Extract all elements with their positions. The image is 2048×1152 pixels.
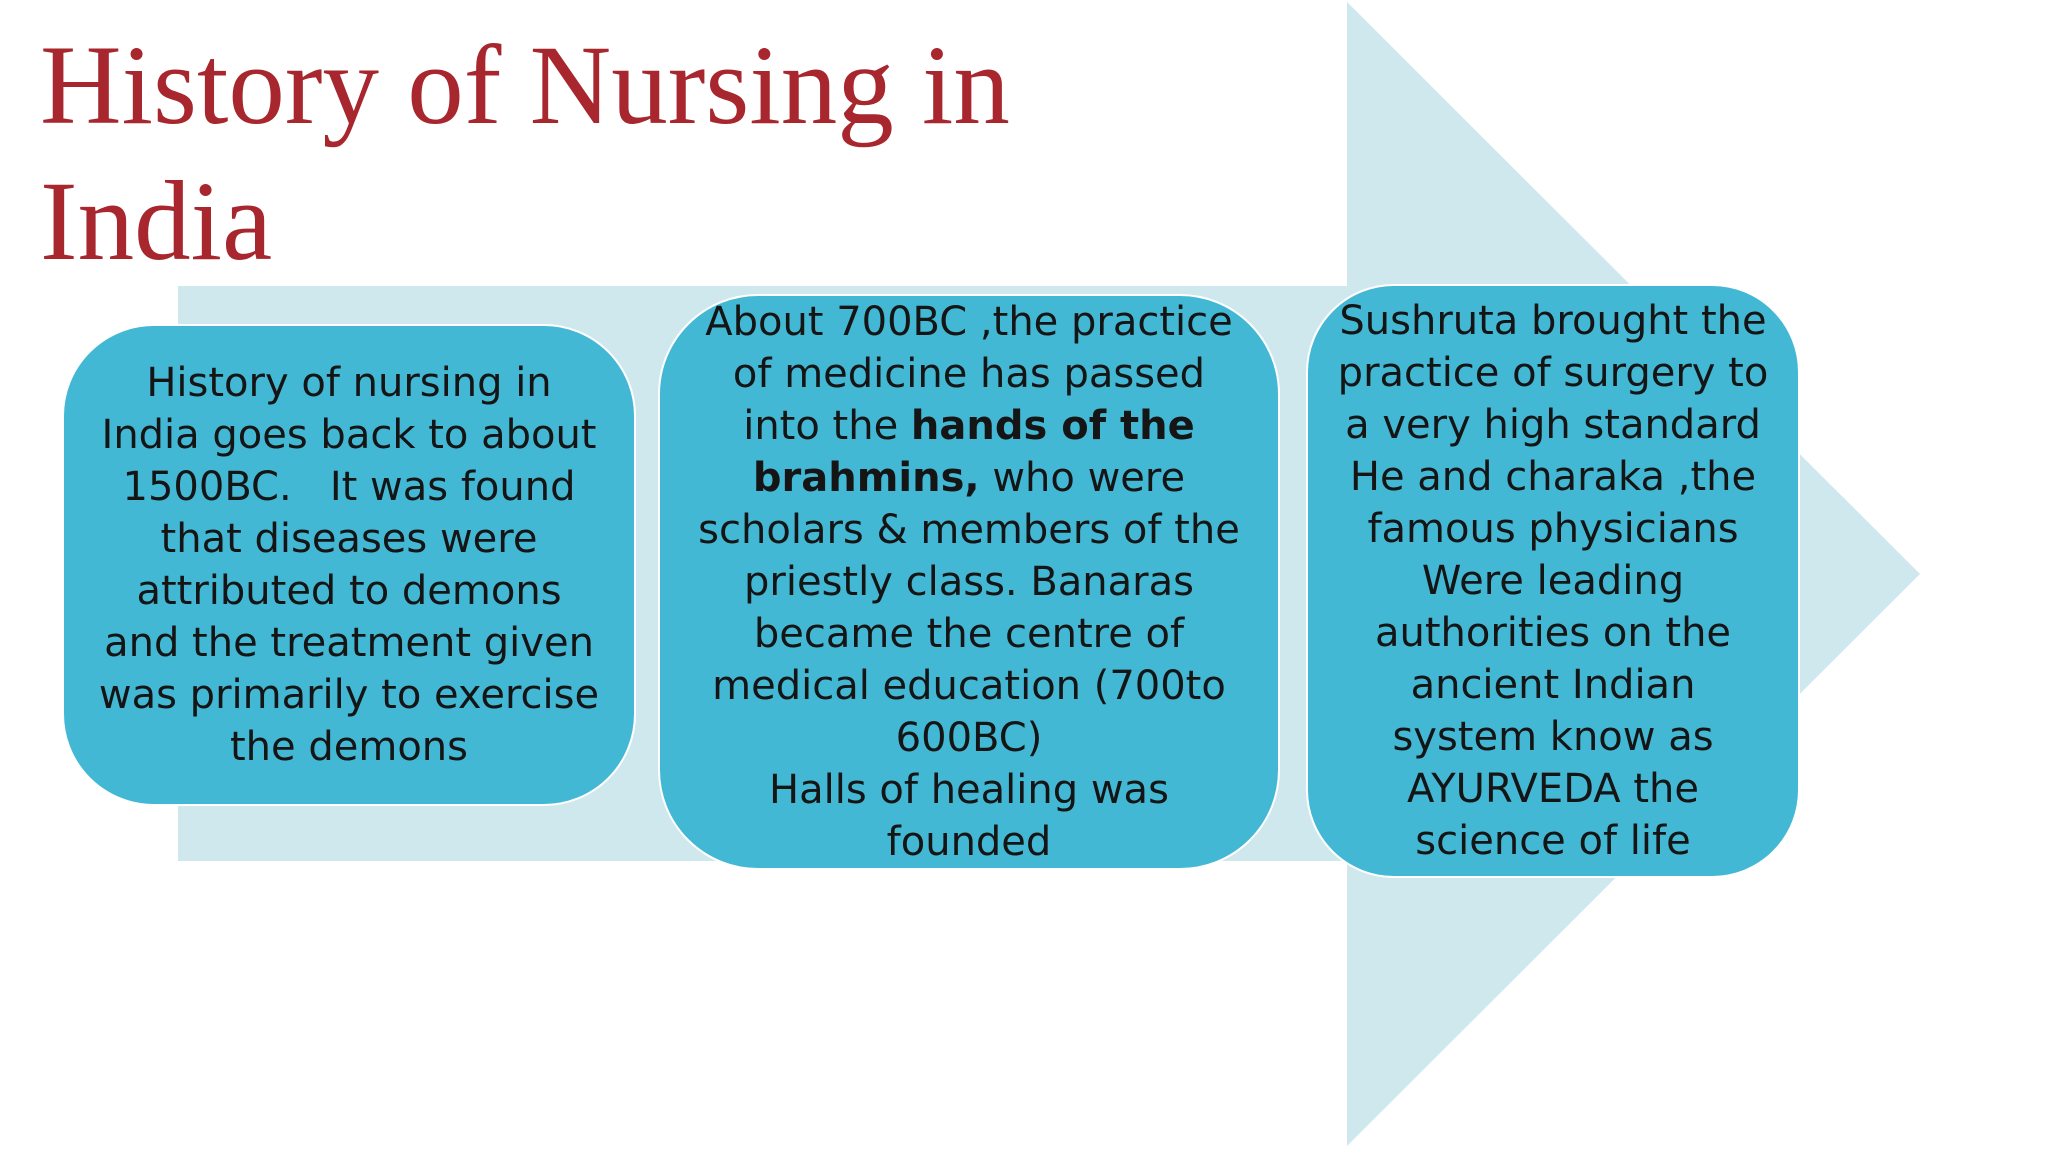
step-3-line: AYURVEDA the bbox=[1406, 766, 1700, 812]
step-box-sushruta bbox=[1306, 284, 1800, 878]
step-3-line: He and charaka ,the bbox=[1349, 454, 1757, 500]
title-line-1: History of Nursing in bbox=[40, 23, 1010, 148]
step-3-text bbox=[1338, 295, 1769, 867]
step-2-text-run: who were bbox=[979, 455, 1186, 501]
step-1-line: History of nursing in bbox=[146, 360, 552, 406]
step-2-text-run: into the bbox=[743, 403, 911, 449]
step-3-line: famous physicians bbox=[1367, 506, 1739, 552]
step-3-line: Sushruta brought the bbox=[1339, 298, 1767, 344]
step-2-line: priestly class. Banaras bbox=[744, 559, 1194, 605]
step-1-line: that diseases were bbox=[160, 516, 538, 562]
step-box-1500bc bbox=[62, 324, 636, 806]
step-2-line: became the centre of bbox=[753, 611, 1185, 657]
step-2-line bbox=[698, 452, 1240, 504]
step-2-line: About 700BC ,the practice bbox=[705, 299, 1233, 345]
step-2-line: of medicine has passed bbox=[732, 351, 1206, 397]
slide-title bbox=[40, 18, 1140, 290]
step-2-text bbox=[698, 296, 1240, 868]
step-2-line: 600BC) bbox=[895, 715, 1043, 761]
step-1-text bbox=[99, 357, 599, 773]
step-1-line: and the treatment given bbox=[104, 620, 594, 666]
step-1-line: 1500BC. It was found bbox=[122, 464, 576, 510]
step-2-line: medical education (700to bbox=[712, 663, 1226, 709]
step-3-line: Were leading bbox=[1421, 558, 1685, 604]
step-3-line: practice of surgery to bbox=[1337, 350, 1769, 396]
step-3-line: system know as bbox=[1392, 714, 1714, 760]
step-1-line: was primarily to exercise bbox=[98, 672, 600, 718]
step-3-line: ancient Indian bbox=[1410, 662, 1696, 708]
step-3-line: authorities on the bbox=[1374, 610, 1732, 656]
step-1-line: attributed to demons bbox=[136, 568, 562, 614]
step-box-700bc bbox=[658, 294, 1280, 870]
title-line-2: India bbox=[40, 159, 273, 284]
step-1-line: the demons bbox=[230, 724, 468, 770]
step-2-line: scholars & members of the bbox=[698, 507, 1240, 553]
step-3-line: science of life bbox=[1415, 818, 1691, 864]
step-2-line: Halls of healing was bbox=[769, 767, 1169, 813]
step-2-line: founded bbox=[886, 819, 1052, 865]
step-1-line: India goes back to about bbox=[101, 412, 597, 458]
step-2-bold-phrase: hands of the bbox=[910, 403, 1195, 449]
step-3-line: a very high standard bbox=[1345, 402, 1761, 448]
step-2-bold-phrase: brahmins, bbox=[752, 455, 980, 501]
step-2-line bbox=[698, 400, 1240, 452]
